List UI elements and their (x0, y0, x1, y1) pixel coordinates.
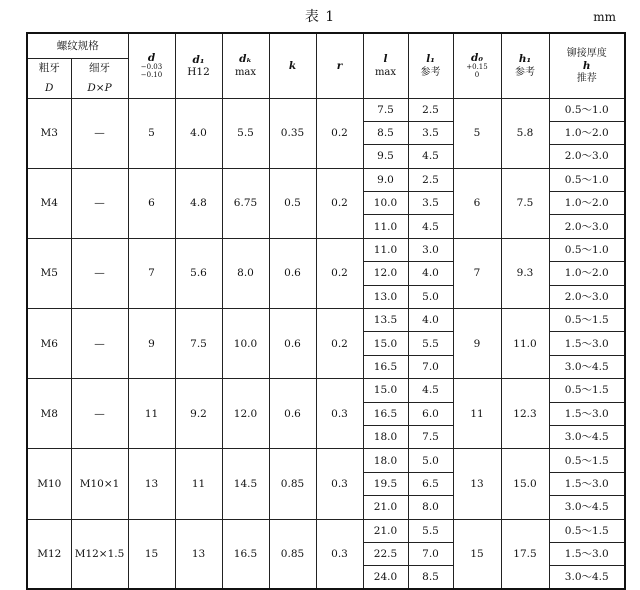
cell-l1: 4.0 (408, 309, 453, 332)
cell-h: 3.0～4.5 (549, 496, 625, 519)
cell-r: 0.3 (316, 379, 363, 449)
cell-D: M5 (27, 238, 71, 308)
cell-h: 0.5～1.0 (549, 168, 625, 191)
cell-h: 1.5～3.0 (549, 402, 625, 425)
cell-l1: 8.0 (408, 496, 453, 519)
cell-r: 0.3 (316, 519, 363, 589)
cell-l: 21.0 (363, 519, 408, 542)
cell-r: 0.2 (316, 98, 363, 168)
cell-d0: 15 (453, 519, 501, 589)
table-row (27, 98, 625, 121)
cell-D: M8 (27, 379, 71, 449)
header-l: l max (363, 33, 408, 98)
cell-k: 0.85 (269, 449, 316, 519)
cell-l: 8.5 (363, 121, 408, 144)
cell-l1: 4.5 (408, 379, 453, 402)
cell-l1: 2.5 (408, 168, 453, 191)
table-row (27, 309, 625, 332)
cell-l: 24.0 (363, 566, 408, 589)
cell-d0: 11 (453, 379, 501, 449)
cell-dk: 10.0 (222, 309, 269, 379)
cell-l: 13.0 (363, 285, 408, 308)
cell-DP: M10×1 (71, 449, 128, 519)
header-d0: d₀ +0.15 0 (453, 33, 501, 98)
cell-D: M3 (27, 98, 71, 168)
cell-dk: 8.0 (222, 238, 269, 308)
cell-d: 13 (128, 449, 175, 519)
cell-d: 9 (128, 309, 175, 379)
cell-DP: — (71, 309, 128, 379)
cell-dk: 6.75 (222, 168, 269, 238)
cell-dk: 12.0 (222, 379, 269, 449)
cell-l1: 4.0 (408, 262, 453, 285)
cell-D: M12 (27, 519, 71, 589)
cell-h1: 17.5 (501, 519, 549, 589)
cell-l1: 4.5 (408, 145, 453, 168)
cell-l1: 5.5 (408, 332, 453, 355)
cell-DP: — (71, 98, 128, 168)
cell-k: 0.6 (269, 238, 316, 308)
cell-h: 1.5～3.0 (549, 542, 625, 565)
cell-r: 0.2 (316, 238, 363, 308)
header-coarse-sym: D (27, 78, 71, 98)
cell-d1: 11 (175, 449, 222, 519)
cell-d1: 4.8 (175, 168, 222, 238)
cell-dk: 16.5 (222, 519, 269, 589)
cell-d: 6 (128, 168, 175, 238)
cell-d0: 9 (453, 309, 501, 379)
cell-l1: 2.5 (408, 98, 453, 121)
cell-d0: 7 (453, 238, 501, 308)
cell-d1: 5.6 (175, 238, 222, 308)
cell-h: 0.5～1.0 (549, 238, 625, 261)
cell-l: 22.5 (363, 542, 408, 565)
unit-label: mm (593, 10, 616, 24)
cell-k: 0.85 (269, 519, 316, 589)
cell-d1: 9.2 (175, 379, 222, 449)
cell-D: M4 (27, 168, 71, 238)
cell-D: M6 (27, 309, 71, 379)
cell-r: 0.2 (316, 309, 363, 379)
table-title: 表 1 (304, 9, 336, 25)
cell-h1: 5.8 (501, 98, 549, 168)
cell-l: 12.0 (363, 262, 408, 285)
cell-l1: 5.0 (408, 285, 453, 308)
cell-D: M10 (27, 449, 71, 519)
header-k: k (269, 33, 316, 98)
table-row (27, 168, 625, 191)
cell-l1: 7.0 (408, 542, 453, 565)
cell-l: 18.0 (363, 449, 408, 472)
cell-d1: 13 (175, 519, 222, 589)
cell-h: 2.0～3.0 (549, 285, 625, 308)
cell-d1: 7.5 (175, 309, 222, 379)
cell-DP: — (71, 238, 128, 308)
cell-d: 11 (128, 379, 175, 449)
cell-h: 1.0～2.0 (549, 192, 625, 215)
header-fine: 细牙 (71, 58, 128, 78)
cell-l1: 4.5 (408, 215, 453, 238)
cell-l1: 3.5 (408, 121, 453, 144)
cell-r: 0.3 (316, 449, 363, 519)
cell-h: 0.5～1.5 (549, 449, 625, 472)
cell-l1: 5.5 (408, 519, 453, 542)
cell-h: 1.5～3.0 (549, 332, 625, 355)
cell-h: 1.0～2.0 (549, 121, 625, 144)
header-d: d −0.03 −0.10 (128, 33, 175, 98)
table-row (27, 449, 625, 472)
cell-k: 0.35 (269, 98, 316, 168)
table-row (27, 379, 625, 402)
cell-h: 3.0～4.5 (549, 355, 625, 378)
cell-l: 7.5 (363, 98, 408, 121)
cell-dk: 14.5 (222, 449, 269, 519)
cell-d0: 6 (453, 168, 501, 238)
cell-d1: 4.0 (175, 98, 222, 168)
cell-l1: 5.0 (408, 449, 453, 472)
cell-d: 5 (128, 98, 175, 168)
cell-l: 18.0 (363, 425, 408, 448)
cell-r: 0.2 (316, 168, 363, 238)
cell-l1: 6.5 (408, 472, 453, 495)
cell-d0: 13 (453, 449, 501, 519)
cell-h1: 15.0 (501, 449, 549, 519)
cell-h: 1.5～3.0 (549, 472, 625, 495)
cell-h: 3.0～4.5 (549, 425, 625, 448)
cell-l: 9.5 (363, 145, 408, 168)
cell-l: 19.5 (363, 472, 408, 495)
cell-DP: M12×1.5 (71, 519, 128, 589)
cell-h: 0.5～1.0 (549, 98, 625, 121)
cell-l: 16.5 (363, 402, 408, 425)
cell-k: 0.6 (269, 309, 316, 379)
cell-h: 3.0～4.5 (549, 566, 625, 589)
header-h: 铆接厚度 h 推荐 (549, 33, 625, 98)
cell-d: 7 (128, 238, 175, 308)
table-row (27, 519, 625, 542)
cell-k: 0.5 (269, 168, 316, 238)
header-spec: 螺纹规格 (27, 33, 128, 58)
cell-l: 15.0 (363, 379, 408, 402)
cell-l1: 7.0 (408, 355, 453, 378)
header-h1: h₁ 参考 (501, 33, 549, 98)
cell-l1: 3.5 (408, 192, 453, 215)
cell-l1: 7.5 (408, 425, 453, 448)
cell-DP: — (71, 379, 128, 449)
cell-h: 0.5～1.5 (549, 519, 625, 542)
cell-h1: 11.0 (501, 309, 549, 379)
header-r: r (316, 33, 363, 98)
cell-DP: — (71, 168, 128, 238)
cell-k: 0.6 (269, 379, 316, 449)
cell-h: 1.0～2.0 (549, 262, 625, 285)
cell-d0: 5 (453, 98, 501, 168)
cell-h1: 7.5 (501, 168, 549, 238)
cell-d: 15 (128, 519, 175, 589)
table-body (27, 98, 625, 589)
header-d1: d₁ H12 (175, 33, 222, 98)
cell-l1: 6.0 (408, 402, 453, 425)
cell-h: 0.5～1.5 (549, 309, 625, 332)
cell-h1: 12.3 (501, 379, 549, 449)
header-l1: l₁ 参考 (408, 33, 453, 98)
cell-h1: 9.3 (501, 238, 549, 308)
cell-l: 15.0 (363, 332, 408, 355)
header-dk: dₖ max (222, 33, 269, 98)
cell-l1: 8.5 (408, 566, 453, 589)
cell-h: 0.5～1.5 (549, 379, 625, 402)
cell-l: 10.0 (363, 192, 408, 215)
cell-l: 16.5 (363, 355, 408, 378)
cell-l: 11.0 (363, 238, 408, 261)
cell-h: 2.0～3.0 (549, 215, 625, 238)
header-coarse: 粗牙 (27, 58, 71, 78)
cell-dk: 5.5 (222, 98, 269, 168)
cell-l1: 3.0 (408, 238, 453, 261)
header-fine-sym: D×P (71, 78, 128, 98)
spec-table (26, 32, 626, 590)
cell-l: 11.0 (363, 215, 408, 238)
cell-l: 13.5 (363, 309, 408, 332)
table-row (27, 238, 625, 261)
cell-l: 21.0 (363, 496, 408, 519)
cell-h: 2.0～3.0 (549, 145, 625, 168)
cell-l: 9.0 (363, 168, 408, 191)
